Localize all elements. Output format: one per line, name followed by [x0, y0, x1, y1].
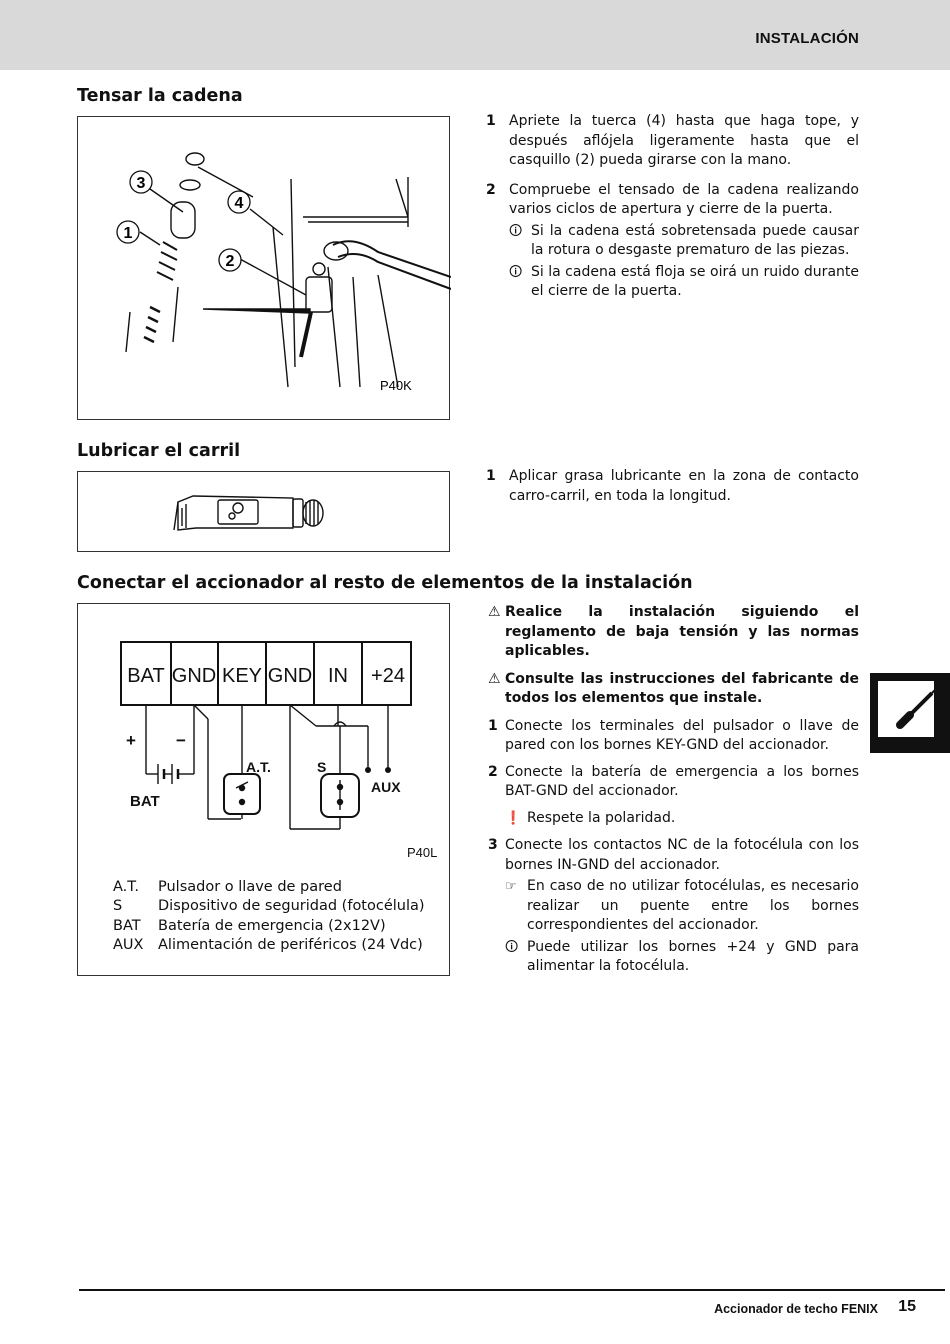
side-tab [870, 673, 950, 753]
section-title-chain: Tensar la cadena [77, 86, 243, 106]
legend-key: AUX [113, 936, 144, 953]
connect-warning-1 [488, 603, 859, 662]
terminal-in: IN [328, 665, 348, 687]
note-text: Si la cadena está floja se oirá un ruido durante el cierre de la puerta. [531, 263, 859, 299]
rail-step-1 [486, 467, 859, 506]
connect-warning-2 [488, 670, 859, 709]
label-aux: AUX [371, 779, 401, 795]
page-number: 15 [898, 1298, 916, 1315]
connect-step-3-note-1 [505, 877, 859, 936]
chain-step-2 [486, 181, 859, 220]
connect-instructions [488, 603, 859, 979]
label-s: S [317, 759, 327, 775]
info-icon: 🛈 [509, 264, 523, 280]
step-number: 1 [488, 717, 498, 734]
legend-key: A.T. [113, 879, 140, 895]
legend-value: Batería de emergencia (2x12V) [158, 917, 386, 934]
legend-row [113, 897, 425, 916]
legend-row [113, 917, 425, 936]
legend-value: Dispositivo de seguridad (fotocélula) [158, 898, 425, 915]
warning-text: Consulte las instrucciones del fabricante de todos los elementos que instale. [505, 670, 859, 706]
step-text: Conecte los contactos NC de la fotocélula con los bornes IN-GND del accionador. [505, 837, 859, 873]
footer-rule [79, 1289, 945, 1291]
header-band [0, 0, 950, 70]
terminal-key: KEY [221, 665, 263, 687]
chain-note-2 [509, 263, 859, 302]
callout-2: 2 [225, 253, 235, 270]
step-text: Conecte la batería de emergencia a los bornes BAT-GND del accionador. [505, 763, 859, 799]
section-header-title: INSTALACIÓN [755, 30, 859, 47]
note-text: Si la cadena está sobretensada puede causar la rotura o desgaste prematuro de las piezas. [531, 222, 859, 258]
note-text: En caso de no utilizar fotocélulas, es necesario realizar un puente entre los bornes correspondientes del accionador. [527, 878, 859, 933]
rail-instructions [486, 467, 859, 516]
hand-pointer-icon: ☞ [505, 879, 517, 894]
exclamation-icon: ❗ [505, 810, 522, 826]
label-minus: − [176, 731, 186, 750]
step-number: 1 [486, 113, 496, 129]
terminal-gnd-2: GND [267, 665, 313, 687]
connect-step-2-note [505, 809, 859, 829]
step-number: 1 [486, 468, 496, 484]
section-title-rail: Lubricar el carril [77, 441, 241, 461]
figure-chain-tension [77, 116, 450, 420]
step-number: 3 [488, 837, 498, 853]
label-bat: BAT [130, 793, 160, 810]
grease-tube-illustration [78, 472, 451, 553]
info-icon: 🛈 [509, 223, 523, 239]
note-text: Respete la polaridad. [527, 809, 676, 826]
step-text: Conecte los terminales del pulsador o llave de pared con los bornes KEY-GND del accionador. [505, 717, 859, 753]
legend-row [113, 936, 425, 955]
figure-code-p40l: P40L [407, 845, 438, 860]
connect-step-2 [488, 763, 859, 802]
connect-step-3 [488, 836, 859, 875]
terminal-bat: BAT [127, 665, 165, 687]
warning-icon: ⚠ [488, 670, 501, 687]
callout-1: 1 [123, 225, 133, 242]
step-text: Aplicar grasa lubricante en la zona de contacto carro-carril, en toda la longitud. [509, 468, 859, 504]
chain-note-1 [509, 222, 859, 261]
footer-doc-title: Accionador de techo FENIX [714, 1302, 878, 1316]
chain-step-1 [486, 112, 859, 171]
legend-key: BAT [113, 917, 141, 934]
note-text: Puede utilizar los bornes +24 y GND para alimentar la fotocélula. [527, 938, 859, 974]
legend-value: Alimentación de periféricos (24 Vdc) [158, 936, 423, 953]
screwdriver-icon [870, 673, 950, 753]
callout-3: 3 [136, 175, 146, 192]
label-plus: + [126, 731, 136, 750]
legend-row [113, 878, 425, 897]
legend-value: Pulsador o llave de pared [158, 879, 342, 895]
chain-instructions [486, 112, 859, 304]
connect-step-1 [488, 717, 859, 756]
section-title-connect: Conectar el accionador al resto de elementos de la instalación [77, 573, 693, 593]
step-text: Apriete la tuerca (4) hasta que haga tope, y después aflójela ligeramente hasta que el casquillo (2) pueda girarse con la mano. [509, 113, 859, 168]
connect-step-3-note-2 [505, 938, 859, 977]
figure-code-p40k: P40K [380, 378, 412, 393]
chain-illustration [78, 117, 451, 421]
legend-key: S [113, 898, 123, 915]
callout-4: 4 [234, 195, 244, 212]
figure-grease-tube [77, 471, 450, 552]
terminal-gnd-1: GND [171, 665, 217, 687]
step-number: 2 [486, 181, 496, 198]
step-number: 2 [488, 763, 498, 780]
wiring-legend [113, 878, 425, 955]
label-at: A.T. [246, 759, 271, 775]
info-icon: 🛈 [505, 939, 519, 955]
warning-icon: ⚠ [488, 604, 501, 620]
step-text: Compruebe el tensado de la cadena realizando varios ciclos de apertura y cierre de la puerta. [509, 181, 859, 217]
warning-text: Realice la instalación siguiendo el reglamento de baja tensión y las normas aplicables. [505, 604, 859, 659]
terminal-plus24: +24 [371, 665, 405, 687]
